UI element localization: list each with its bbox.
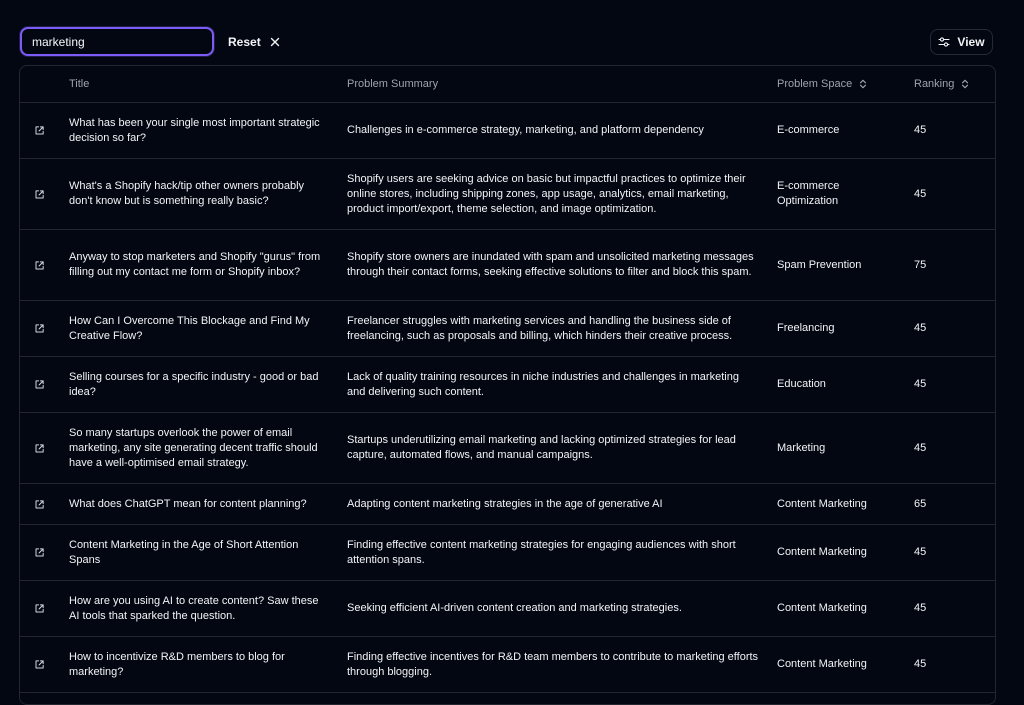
row-summary: Startups underutilizing email marketing and lacking optimized strategies for lead capture, automated flows, and manual campaigns. bbox=[347, 434, 736, 461]
row-summary: Lack of quality training resources in niche industries and challenges in marketing and delivering such content. bbox=[347, 370, 739, 398]
row-space: Education bbox=[777, 378, 826, 390]
row-title: How are you using AI to create content? Saw these AI tools that sparked the question. bbox=[69, 594, 319, 622]
row-ranking: 65 bbox=[914, 497, 927, 510]
row-space: Spam Prevention bbox=[777, 258, 862, 271]
table-row[interactable] bbox=[20, 413, 995, 484]
table-row[interactable] bbox=[20, 230, 995, 301]
external-link-icon[interactable] bbox=[21, 659, 57, 670]
table-row[interactable] bbox=[20, 357, 995, 413]
row-space: Content Marketing bbox=[777, 546, 867, 558]
row-space: Content Marketing bbox=[777, 602, 867, 614]
close-icon bbox=[269, 36, 281, 48]
row-ranking: 75 bbox=[914, 258, 927, 271]
row-ranking: 45 bbox=[914, 658, 927, 670]
header-summary bbox=[347, 66, 777, 103]
row-summary: Challenges in e-commerce strategy, marketing, and platform dependency bbox=[347, 124, 704, 136]
row-space: Content Marketing bbox=[777, 497, 867, 510]
search-input[interactable] bbox=[20, 27, 214, 56]
reset-label: Reset bbox=[228, 35, 261, 49]
row-title: What has been your single most important strategic decision so far? bbox=[69, 116, 320, 144]
row-title: What's a Shopify hack/tip other owners probably don't know but is something really basic? bbox=[69, 180, 305, 207]
reset-button[interactable] bbox=[222, 29, 287, 55]
external-link-icon[interactable] bbox=[21, 547, 57, 558]
sort-icon bbox=[961, 79, 969, 89]
problems-table bbox=[19, 65, 996, 705]
sort-icon bbox=[859, 79, 867, 89]
row-title: How to incentivize R&D members to blog for marketing? bbox=[69, 650, 285, 678]
row-summary: Finding effective content marketing strategies for engaging audiences with short attention spans. bbox=[347, 538, 736, 566]
row-space: Content Marketing bbox=[777, 658, 867, 670]
table-row[interactable] bbox=[20, 484, 995, 525]
external-link-icon[interactable] bbox=[21, 323, 57, 334]
row-title: How Can I Overcome This Blockage and Find My Creative Flow? bbox=[69, 314, 310, 342]
row-space: Freelancing bbox=[777, 322, 835, 334]
row-summary: Seeking efficient AI-driven content creation and marketing strategies. bbox=[347, 602, 682, 614]
row-summary: Freelancer struggles with marketing services and handling the business side of freelancing, such as proposals and billing, which hinders their creative process. bbox=[347, 314, 733, 342]
row-ranking: 45 bbox=[914, 124, 927, 136]
header-title bbox=[69, 66, 347, 103]
header-title-label: Title bbox=[69, 78, 90, 90]
view-label: View bbox=[957, 35, 985, 49]
sort-ranking[interactable] bbox=[914, 78, 969, 90]
row-summary: Adapting content marketing strategies in the age of generative AI bbox=[347, 497, 663, 510]
row-title: Anyway to stop marketers and Shopify "gurus" from filling out my contact me form or Shopify inbox? bbox=[69, 251, 321, 278]
external-link-icon[interactable] bbox=[21, 260, 57, 271]
external-link-icon[interactable] bbox=[21, 443, 57, 454]
row-title: Selling courses for a specific industry - good or bad idea? bbox=[69, 370, 319, 398]
header-space[interactable] bbox=[777, 66, 914, 103]
row-ranking: 45 bbox=[914, 187, 927, 200]
sort-problem-space[interactable] bbox=[777, 78, 867, 90]
row-space: E-commerce bbox=[777, 124, 840, 136]
row-title: So many startups overlook the power of email marketing, any site generating decent traffic should have a well-optimised email strategy. bbox=[69, 426, 318, 469]
table-row[interactable] bbox=[20, 581, 995, 637]
row-ranking: 45 bbox=[914, 441, 927, 454]
row-ranking: 45 bbox=[914, 602, 927, 614]
row-ranking: 45 bbox=[914, 322, 927, 334]
row-title: What does ChatGPT mean for content planning? bbox=[69, 497, 307, 510]
row-ranking: 45 bbox=[914, 378, 927, 390]
external-link-icon[interactable] bbox=[21, 603, 57, 614]
row-summary: Finding effective incentives for R&D team members to contribute to marketing efforts through blogging. bbox=[347, 650, 759, 678]
external-link-icon[interactable] bbox=[21, 379, 57, 390]
row-summary: Shopify store owners are inundated with spam and unsolicited marketing messages through their contact forms, seeking effective solutions to filter and block this spam. bbox=[347, 251, 754, 278]
header-space-label: Problem Space bbox=[777, 78, 853, 90]
table-row[interactable] bbox=[20, 103, 995, 159]
view-button[interactable] bbox=[930, 29, 993, 55]
table-row[interactable] bbox=[20, 525, 995, 581]
table-header-row bbox=[20, 66, 995, 103]
sliders-icon bbox=[938, 36, 950, 48]
row-summary: Shopify users are seeking advice on basic but impactful practices to optimize their online stores, including shipping zones, app usage, analytics, email marketing, product import/export, theme selection, and image optimization. bbox=[347, 172, 746, 215]
row-ranking: 45 bbox=[914, 546, 927, 558]
header-ranking[interactable] bbox=[914, 66, 995, 103]
table-row[interactable] bbox=[20, 637, 995, 693]
row-title: Content Marketing in the Age of Short Attention Spans bbox=[69, 538, 299, 566]
row-space: Marketing bbox=[777, 441, 826, 454]
header-ranking-label: Ranking bbox=[914, 78, 955, 90]
table-row[interactable] bbox=[20, 159, 995, 230]
row-space: E-commerce Optimization bbox=[777, 180, 840, 207]
table-row[interactable] bbox=[20, 301, 995, 357]
header-summary-label: Problem Summary bbox=[347, 78, 439, 90]
external-link-icon[interactable] bbox=[21, 125, 57, 136]
header-link-column bbox=[20, 66, 69, 103]
toolbar bbox=[0, 0, 1024, 64]
external-link-icon[interactable] bbox=[21, 189, 57, 200]
external-link-icon[interactable] bbox=[21, 499, 57, 510]
